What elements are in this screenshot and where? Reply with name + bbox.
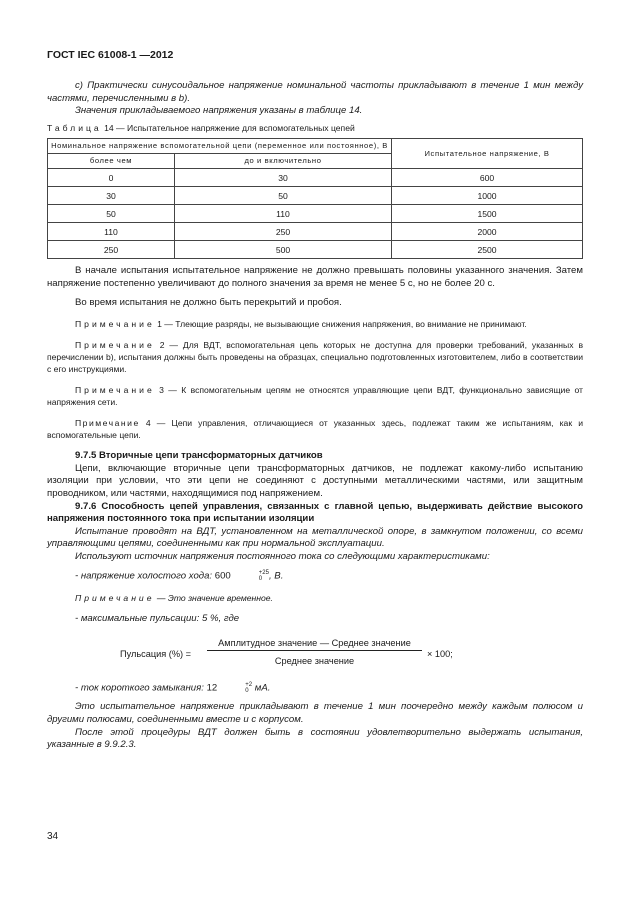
formula-denominator: Среднее значение: [274, 656, 355, 667]
paragraph-apply-voltage: Это испытательное напряжение прикладывают в течение 1 мин поочередно между каждым полюсом и другими полюсами, соединенными вместе и с корпусом.: [47, 701, 583, 725]
standard-header: ГОСТ IEC 61008-1 —2012: [47, 49, 174, 61]
current-tolerance: [217, 682, 252, 694]
note-temporary: [47, 592, 583, 604]
ripple-formula: [47, 635, 583, 673]
cell-to: 250: [175, 223, 392, 241]
cell-from: 110: [48, 223, 175, 241]
note-text: 3 — К вспомогательным цепям не относятся управляющие цепи ВДТ, функционально зависящие от напряжения сети.: [47, 385, 583, 408]
paragraph-no-breakdown: Во время испытания не должно быть перекрытий и пробоя.: [75, 296, 342, 308]
section-9-7-5-text: Цепи, включающие вторичные цепи трансформаторных датчиков, не подлежат какому-либо испытанию изоляции при условии, что эти цепи не соединяют с доступными металлическими частями, или защитным проводником, или частями, находящимися под напряжением.: [47, 462, 583, 499]
cell-to: 30: [175, 169, 392, 187]
cell-test: 600: [392, 169, 583, 187]
note-text: — Это значение временное.: [156, 592, 273, 603]
table-caption: [47, 122, 583, 135]
intro-paragraph-c: c) Практически синусоидальное напряжение номинальной частоты прикладывают в течение 1 мин между частями, перечисленными в b).: [47, 80, 583, 104]
section-9-7-5-title: 9.7.5 Вторичные цепи трансформаторных датчиков: [75, 450, 323, 462]
formula-left: Пульсация (%) =: [120, 649, 191, 660]
section-9-7-6-title: 9.7.6 Способность цепей управления, связанных с главной цепью, выдерживать действие высокого напряжения постоянного тока при испытании изоляции: [47, 500, 583, 525]
header-more-than: более чем: [48, 154, 175, 169]
paragraph-test-start: В начале испытания испытательное напряжение не должно превышать половины указанного значения. Затем напряжение постепенно увеличивают до полного значения за время не менее 5 с, но не более 20 с.: [47, 265, 583, 289]
tolerance-lower: 0: [258, 575, 263, 582]
test-voltage-table: [47, 138, 583, 259]
note-text: 2 — Для ВДТ, вспомогательная цепь которых не доступна для проверки требований, указанных в перечислении b), испытания должны быть проведены на образцах, специально подготовленных изготовителем, либо в соответствии с его инструкциями.: [47, 340, 584, 375]
current-unit: мА.: [254, 682, 271, 694]
note-label: Примечание: [75, 340, 155, 351]
tolerance-upper: +25: [258, 569, 269, 576]
voltage-unit: , В.: [268, 570, 284, 582]
paragraph-after-procedure: После этой процедуры ВДТ должен быть в состоянии удовлетворительно выдержать испытания, указанные в 9.9.2.3.: [47, 726, 583, 751]
note-2: [47, 339, 583, 375]
note-label: Примечание: [75, 418, 140, 429]
header-nominal-voltage: Номинальное напряжение вспомогательной цепи (переменное или постоянное), В: [48, 139, 392, 154]
cell-from: 50: [48, 205, 175, 223]
cell-to: 50: [175, 187, 392, 205]
table-caption-text: 14 — Испытательное напряжение для вспомогательных цепей: [104, 122, 355, 133]
header-up-to-inclusive: до и включительно: [175, 154, 392, 169]
voltage-value: 600: [214, 570, 231, 582]
page-content: [47, 80, 583, 752]
voltage-tolerance: [231, 570, 269, 582]
table-row: [48, 169, 583, 187]
cell-test: 2500: [392, 241, 583, 259]
cell-test: 2000: [392, 223, 583, 241]
table-row: [48, 241, 583, 259]
item-max-ripple: - максимальные пульсации: 5 %, где: [75, 612, 240, 624]
tolerance-lower: 0: [245, 688, 249, 695]
cell-from: 250: [48, 241, 175, 259]
item-short-circuit-current: [47, 682, 583, 695]
fraction-line: [207, 650, 422, 651]
section-9-7-6-paragraph-2: Используют источник напряжения постоянного тока со следующими характеристиками:: [75, 550, 490, 562]
table-row: [48, 205, 583, 223]
item-label: - напряжение холостого хода:: [75, 570, 213, 582]
cell-to: 110: [175, 205, 392, 223]
note-text: 4 — Цепи управления, отличающиеся от указанных здесь, подлежат таким же испытаниям, как и вспомогательные цепи.: [47, 418, 584, 441]
formula-multiplier: × 100;: [427, 649, 453, 660]
table-row: [48, 223, 583, 241]
formula-numerator: Амплитудное значение — Среднее значение: [218, 638, 411, 649]
cell-from: 30: [48, 187, 175, 205]
current-value: 12: [206, 682, 218, 694]
page-number: 34: [47, 831, 59, 842]
item-open-circuit-voltage: [47, 570, 583, 583]
note-text: 1 — Тлеющие разряды, не вызывающие снижения напряжения, во внимание не принимают.: [157, 319, 527, 330]
table-caption-label: Таблица: [47, 122, 102, 133]
note-3: [47, 384, 583, 408]
note-label: Примечание: [75, 592, 155, 603]
cell-to: 500: [175, 241, 392, 259]
cell-test: 1000: [392, 187, 583, 205]
header-test-voltage: Испытательное напряжение, В: [392, 139, 583, 169]
tolerance-upper: +2: [245, 682, 253, 689]
note-1: [47, 318, 583, 330]
intro-paragraph-values: Значения прикладываемого напряжения указаны в таблице 14.: [75, 105, 363, 117]
cell-test: 1500: [392, 205, 583, 223]
note-4: [47, 417, 583, 441]
table-row: [48, 187, 583, 205]
cell-from: 0: [48, 169, 175, 187]
item-label: - ток короткого замыкания:: [75, 682, 204, 694]
section-9-7-6-paragraph-1: Испытание проводят на ВДТ, установленном на металлической опоре, в замкнутом положении, со всеми управляющими цепями, соединенными как при нормальной эксплуатации.: [47, 525, 583, 550]
note-label: Примечание: [75, 319, 155, 330]
note-label: Примечание: [75, 385, 155, 396]
